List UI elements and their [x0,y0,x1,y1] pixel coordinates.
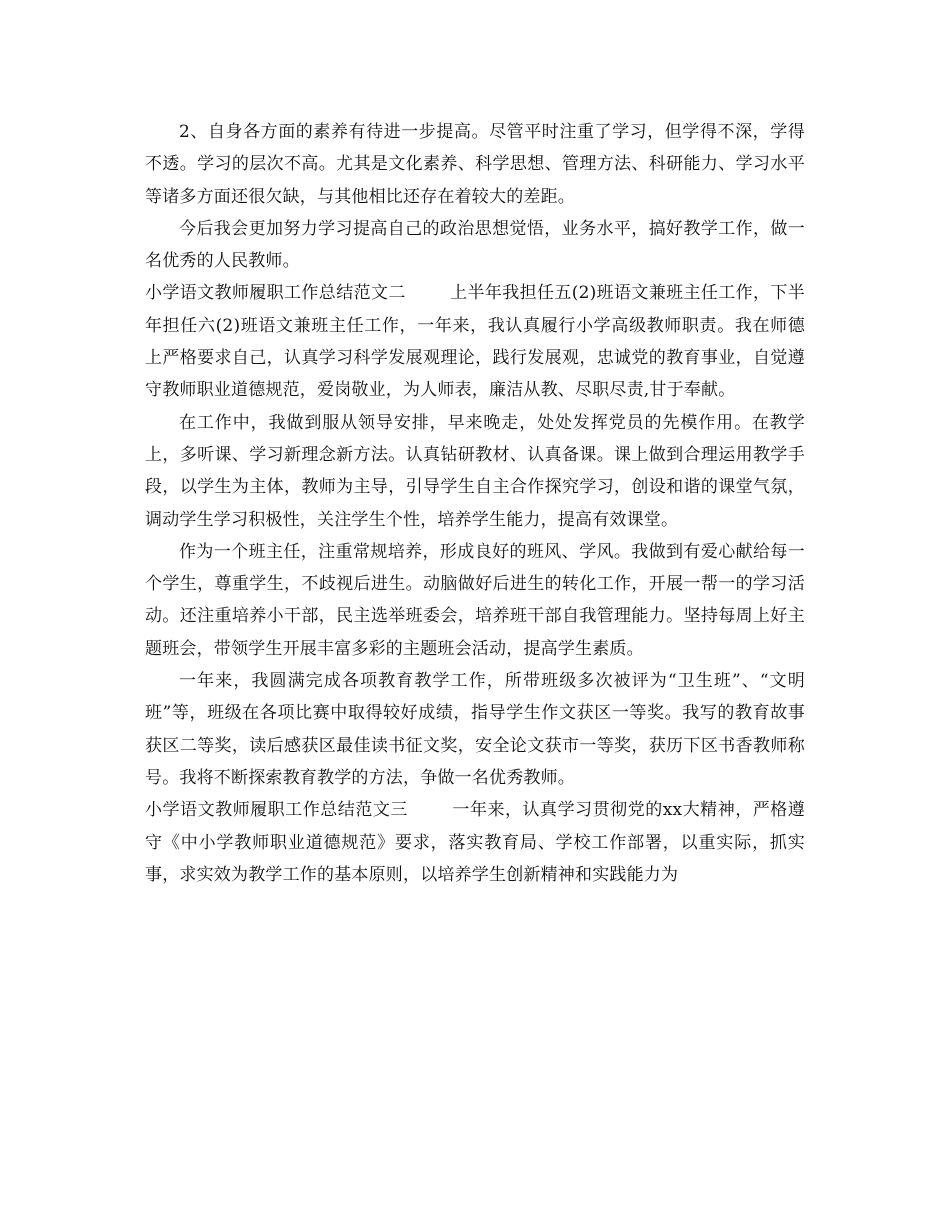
section-two-paragraph [145,277,805,406]
paragraph-achievements: 一年来，我圆满完成各项教育教学工作，所带班级多次被评为“卫生班”、“文明班”等，班级在各项比赛中取得较好成绩，指导学生作文获区一等奖。我写的教育故事获区二等奖，读后感获区最佳读书征文奖，安全论文获市一等奖，获历下区书香教师称号。我将不断探索教育教学的方法，争做一名优秀教师。 [145,671,805,788]
paragraph-work-attitude: 在工作中，我做到服从领导安排，早来晚走，处处发挥党员的先模作用。在教学上，多听课、学习新理念新方法。认真钻研教材、认真备课。课上做到合理运用教学手段，以学生为主体，教师为主导，引导学生自主合作探究学习，创设和谐的课堂气氛，调动学生学习积极性，关注学生个性，培养学生能力，提高有效课堂。 [145,412,805,530]
section-three-text: 一年来，认真学习贯彻党的xx大精神，严格遵守《中小学教师职业道德规范》要求，落实教育局、学校工作部署，以重实际，抓实事，求实效为教学工作的基本原则，以培养学生创新精神和实践能力为 [145,800,806,885]
paragraph-future-commitment: 今后我会更加努力学习提高自己的政治思想觉悟，业务水平，搞好教学工作，做一名优秀的人民教师。 [145,218,805,272]
section-two-text: 上半年我担任五(2)班语文兼班主任工作，下半年担任六(2)班语文兼班主任工作，一年来，我认真履行小学高级教师职责。我在师德上严格要求自己，认真学习科学发展观理论，践行发展观，忠诚党的教育事业，自觉遵守教师职业道德规范，爱岗敬业，为人师表，廉洁从教、尽职尽责,甘于奉献。 [145,283,806,401]
document-page [145,116,805,891]
paragraph-class-teacher: 作为一个班主任，注重常规培养，形成良好的班风、学风。我做到有爱心献给每一个学生，尊重学生，不歧视后进生。动脑做好后进生的转化工作，开展一帮一的学习活动。还注重培养小干部，民主选举班委会，培养班干部自我管理能力。坚持每周上好主题班会，带领学生开展丰富多彩的主题班会活动，提高学生素质。 [145,541,805,659]
section-two-title: 小学语文教师履职工作总结范文二 [145,283,406,304]
section-three-title: 小学语文教师履职工作总结范文三 [145,800,408,821]
section-three-paragraph [145,794,805,891]
paragraph-self-improvement: 2、自身各方面的素养有待进一步提高。尽管平时注重了学习，但学得不深，学得不透。学习的层次不高。尤其是文化素养、科学思想、管理方法、科研能力、学习水平等诸多方面还很欠缺，与其他相比还存在着较大的差距。 [145,122,805,207]
